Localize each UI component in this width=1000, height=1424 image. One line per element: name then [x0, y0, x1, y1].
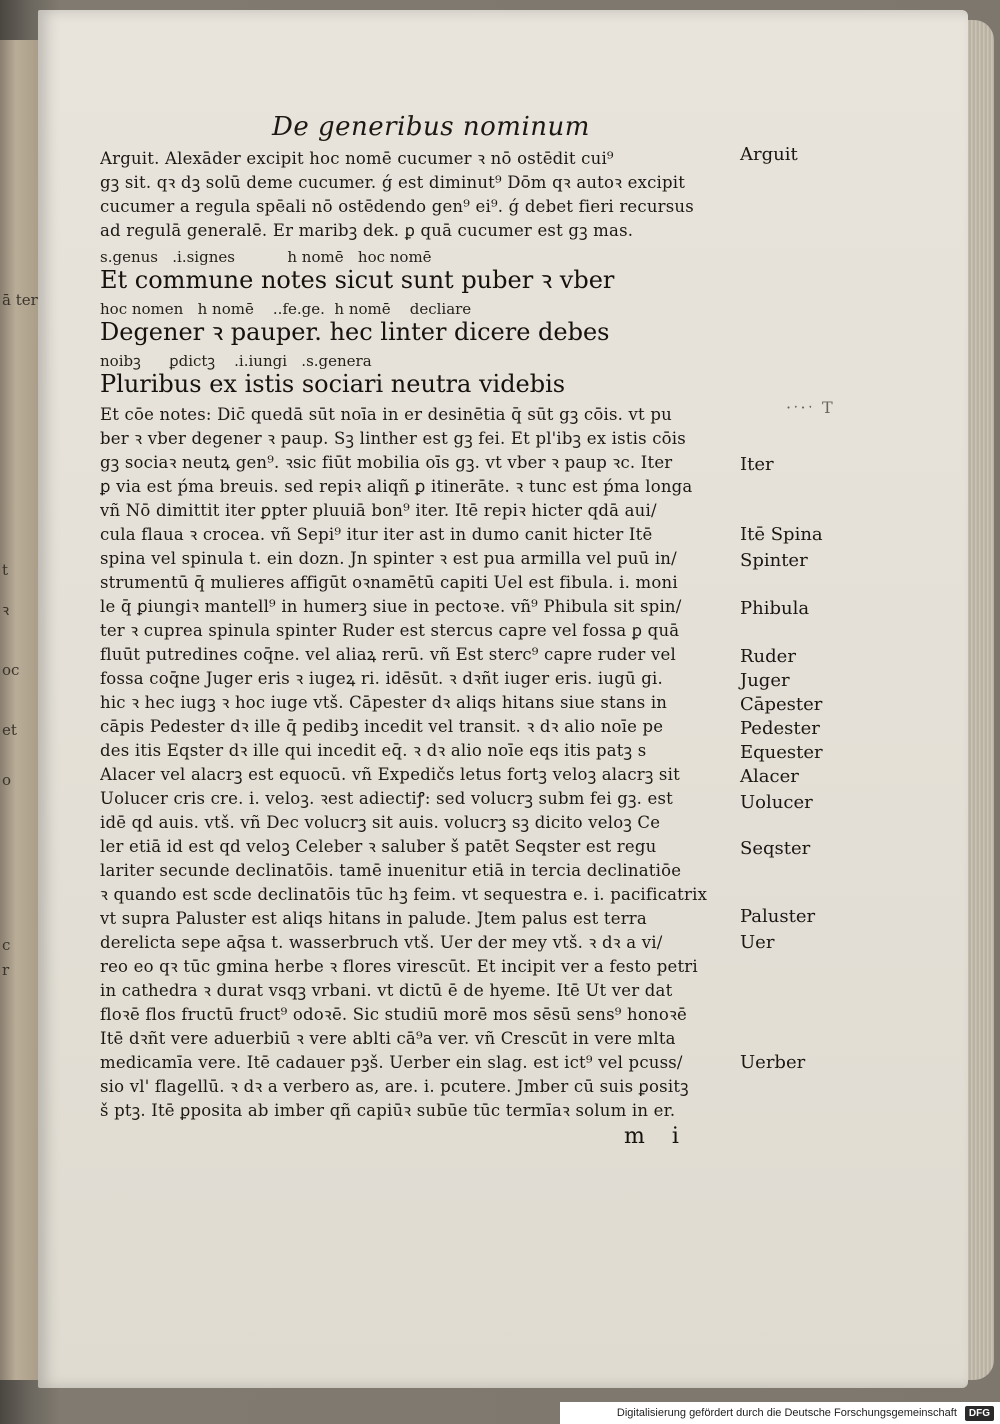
margin-note: Arguit: [740, 144, 798, 165]
text-line: idē qd auis. vtš. vñ Dec volucrꝫ sit auis. volucrꝫ sꝫ dicito veloꝫ Ce: [100, 813, 661, 832]
text-line: medicamīa vere. Itē cadauer pꝫš. Uerber ein slag. est ict⁹ vel pcuss/: [100, 1053, 683, 1072]
page-heading: De generibus nominum: [272, 112, 590, 142]
facing-page-fragment: r: [2, 961, 10, 979]
text-line: derelicta sepe aq̄sa t. wasserbruch vtš. Uer der mey vtš. ꝛ dꝛ a vi/: [100, 933, 663, 952]
text-line: Uolucer cris cre. i. veloꝫ. ꝛest adiectiꝭ: sed volucrꝫ subm fei gꝫ. est: [100, 789, 674, 808]
signature-mark: m i: [624, 1124, 689, 1149]
text-line: cucumer a regula spēali nō ostēdendo gen⁹ ei⁹. ǵ debet fieri recursus: [100, 197, 694, 216]
text-line: gꝫ sit. qꝛ dꝫ solū deme cucumer. ǵ est diminut⁹ Dōm qꝛ autoꝛ excipit: [100, 173, 686, 192]
facing-page-fragment: oc: [2, 661, 20, 679]
verse-line: Et commune notes sicut sunt puber ꝛ vber: [100, 266, 615, 294]
text-line: cula flaua ꝛ crocea. vñ Sepi⁹ itur iter ast in dumo canit hicter Itē: [100, 525, 653, 544]
margin-note: Ruder: [740, 646, 796, 667]
text-line: in cathedra ꝛ durat vsqꝫ vrbani. vt dictū ē de hyeme. Itē Ut ver dat: [100, 981, 673, 1000]
margin-note: Seqster: [740, 838, 811, 859]
margin-note: Uerber: [740, 1052, 806, 1073]
text-line: š ptꝫ. Itē ꝑposita ab imber qñ capiūꝛ subūe tūc termīaꝛ solum in er.: [100, 1101, 676, 1120]
text-line: hic ꝛ hec iugꝫ ꝛ hoc iuge vtš. Cāpester dꝛ aliqs hitans siue stans in: [100, 693, 668, 712]
footer-credit: Digitalisierung gefördert durch die Deutsche Forschungsgemeinschaft: [616, 1407, 957, 1419]
facing-page-fragment: ꝛ: [2, 601, 10, 619]
text-line: strumentū q̄ mulieres affigūt oꝛnamētū capiti Uel est fibula. i. moni: [100, 573, 678, 592]
text-line: ad regulā generalē. Er maribꝫ dek. ꝑ quā cucumer est gꝫ mas.: [100, 221, 634, 240]
text-line: Alacer vel alacrꝫ est equocū. vñ Expedičs letus fortꝫ veloꝫ alacrꝫ sit: [100, 765, 680, 784]
interlinear-gloss: s.genus .i.signes h nomē hoc nomē: [100, 248, 432, 266]
text-line: ꝛ quando est scde declinatōis tūc hꝫ feim. vt sequestra e. i. pacificatrix: [100, 885, 708, 904]
facing-page-fragment: t: [2, 561, 9, 579]
text-line: vt supra Paluster est aliqs hitans in palude. Jtem palus est terra: [100, 909, 647, 928]
text-line: ber ꝛ vber degener ꝛ paup. Sꝫ linther est gꝫ fei. Et pl'ibꝫ ex istis cōis: [100, 429, 686, 448]
text-line: gꝫ sociaꝛ neutꝝ gen⁹. ꝛsic fiūt mobilia oīs gꝫ. vt vber ꝛ paup ꝛc. Iter: [100, 453, 673, 472]
margin-note: Juger: [740, 670, 790, 691]
text-line: le q̄ ꝑiungiꝛ mantell⁹ in humerꝫ siue in pectoꝛe. vñ⁹ Phibula sit spin/: [100, 597, 682, 616]
facing-page-edge: [0, 40, 42, 1380]
margin-note: Paluster: [740, 906, 816, 927]
interlinear-gloss: hoc nomen h nomē ..fe.ge. h nomē decliare: [100, 300, 472, 318]
verse-line: Pluribus ex istis sociari neutra videbis: [100, 370, 566, 398]
facing-page-fragment: o: [2, 771, 12, 789]
facing-page-fragment: ā ter: [2, 291, 38, 309]
text-line: ler etiā id est qd veloꝫ Celeber ꝛ saluber š patēt Seqster est regu: [100, 837, 657, 856]
text-line: reo eo qꝛ tūc gmina herbe ꝛ flores virescūt. Et incipit ver a festo petri: [100, 957, 698, 976]
text-line: Arguit. Alexāder excipit hoc nomē cucumer ꝛ nō ostēdit cui⁹: [100, 149, 614, 168]
text-line: sio vl' flagellū. ꝛ dꝛ a verbero as, are. i. pcutere. Jmber cū suis ꝑositꝫ: [100, 1077, 689, 1096]
text-line: cāpis Pedester dꝛ ille q̄ pedibꝫ incedit vel transit. ꝛ dꝛ alio noīe pe: [100, 717, 664, 736]
facing-page-fragment: c: [2, 936, 11, 954]
text-line: vñ Nō dimittit iter ꝑpter pluuiā bon⁹ iter. Itē repiꝛ hicter qdā aui/: [100, 501, 657, 520]
margin-note: Uolucer: [740, 792, 813, 813]
text-line: des itis Eqster dꝛ ille qui incedit eq̄. ꝛ dꝛ alio noīe eqs itis patꝫ s: [100, 741, 647, 760]
text-line: spina vel spinula t. ein dozn. Jn spinter ꝛ est pua armilla vel puū in/: [100, 549, 677, 568]
text-line: fluūt putredines coq̄ne. vel aliaꝝ rerū. vñ Est sterc⁹ capre ruder vel: [100, 645, 676, 664]
text-line: floꝛē flos fructū fruct⁹ odoꝛē. Sic studiū morē mos sēsū sens⁹ honoꝛē: [100, 1005, 687, 1024]
margin-note: Itē Spina: [740, 524, 823, 545]
text-line: lariter secunde declinatōis. tamē inuenitur etiā in tercia declinatiōe: [100, 861, 682, 880]
facing-page-fragment: et: [2, 721, 17, 739]
text-line: ter ꝛ cuprea spinula spinter Ruder est stercus capre vel fossa ꝑ quā: [100, 621, 680, 640]
digitization-footer: [560, 1402, 1000, 1424]
margin-note: Spinter: [740, 550, 808, 571]
text-line: Et cōe notes: Dic̄ quedā sūt noīa in er desinētia q̄ sūt gꝫ cōis. vt pu: [100, 405, 672, 424]
margin-note: Pedester: [740, 718, 820, 739]
interlinear-gloss: noibꝫ ꝑdictꝫ .i.iungi .s.genera: [100, 352, 372, 370]
margin-note: Alacer: [740, 766, 799, 787]
margin-note: Phibula: [740, 598, 810, 619]
dfg-logo-icon: DFG: [965, 1406, 994, 1421]
text-line: fossa coq̄ne Juger eris ꝛ iugeꝝ ri. idēsūt. ꝛ dꝛñt iuger eris. iugū gi.: [100, 669, 663, 688]
verse-line: Degener ꝛ pauper. hec linter dicere debes: [100, 318, 610, 346]
ink-smudge: ·ˑ·ˑ T: [786, 398, 835, 417]
margin-note: Cāpester: [740, 694, 823, 715]
margin-note: Iter: [740, 454, 774, 475]
text-line: Itē dꝛñt vere aduerbiū ꝛ vere ablti cā⁹a ver. vñ Crescūt in vere mlta: [100, 1029, 676, 1048]
margin-note: Equester: [740, 742, 823, 763]
margin-note: Uer: [740, 932, 775, 953]
text-line: ꝑ via est ṕma breuis. sed repiꝛ aliqñ ꝑ itinerāte. ꝛ tunc est ṕma longa: [100, 477, 693, 496]
